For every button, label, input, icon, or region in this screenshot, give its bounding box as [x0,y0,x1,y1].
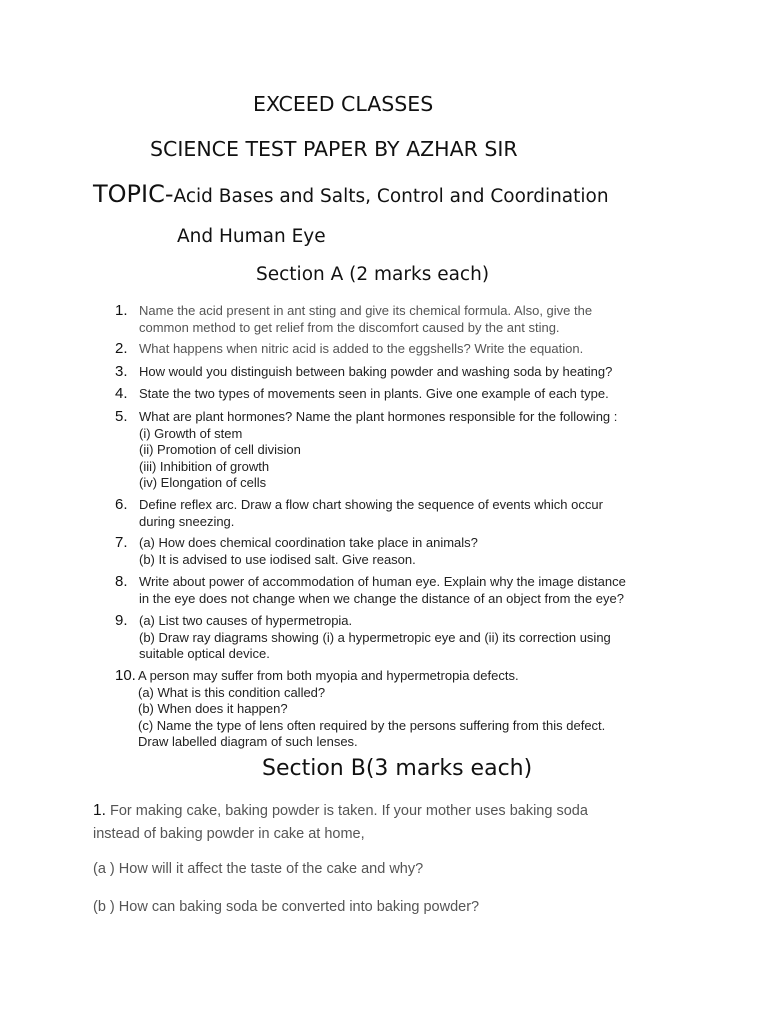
question-number: 10. [115,667,136,684]
topic-prefix: TOPIC- [93,180,174,208]
question-text: What happens when nitric acid is added to the eggshells? Write the equation. [139,341,584,356]
question-text: suitable optical device. [139,646,270,662]
question-text: State the two types of movements seen in plants. Give one example of each type. [139,386,609,401]
question-text: Draw labelled diagram of such lenses. [138,734,358,750]
section-a-title: Section A (2 marks each) [256,264,490,285]
question-7 [115,535,478,568]
question-8 [115,574,626,607]
question-text: How would you distinguish between baking powder and washing soda by heating? [139,364,613,379]
section-b-part-a: (a ) How will it affect the taste of the cake and why? [93,861,424,877]
question-number: 1. [93,802,106,819]
question-text: instead of baking powder in cake at home, [93,826,365,842]
question-number: 8. [115,573,128,590]
question-1 [115,303,592,336]
question-3 [115,364,612,381]
question-number: 7. [115,534,128,551]
institute-title: EXCEED CLASSES [253,92,434,116]
question-9 [115,613,611,663]
section-b-question-1 [93,799,588,846]
question-text: (a) How does chemical coordination take place in animals? [139,535,478,550]
question-text: (b) It is advised to use iodised salt. Give reason. [139,551,416,567]
question-text: (i) Growth of stem [139,425,243,441]
question-text: (iv) Elongation of cells [139,475,267,491]
section-b-part-b: (b ) How can baking soda be converted into baking powder? [93,899,480,915]
question-text: (ii) Promotion of cell division [139,442,301,458]
question-number: 1. [115,302,128,319]
question-10 [115,668,605,751]
topic-continuation: And Human Eye [177,226,326,247]
question-text: (a) What is this condition called? [138,684,326,700]
question-text: Name the acid present in ant sting and give its chemical formula. Also, give the [139,303,593,318]
question-text: Define reflex arc. Draw a flow chart showing the sequence of events which occur [139,497,603,512]
topic-line [93,180,609,208]
question-text: (b) Draw ray diagrams showing (i) a hypermetropic eye and (ii) its correction using [139,629,611,645]
section-b-title: Section B(3 marks each) [262,756,533,781]
question-number: 2. [115,340,128,357]
question-5 [115,409,617,492]
question-text: (c) Name the type of lens often required by the persons suffering from this defect. [138,717,606,733]
question-text: (b) When does it happen? [138,701,288,717]
question-text: during sneezing. [139,513,235,529]
question-number: 3. [115,363,128,380]
topic-text: Acid Bases and Salts, Control and Coordination [173,186,609,207]
question-number: 5. [115,408,128,425]
question-2 [115,341,583,358]
paper-title: SCIENCE TEST PAPER BY AZHAR SIR [150,137,518,161]
question-text: (a) List two causes of hypermetropia. [139,613,353,628]
question-number: 6. [115,496,128,513]
question-4 [115,386,609,403]
question-text: A person may suffer from both myopia and hypermetropia defects. [138,668,519,683]
question-text: (iii) Inhibition of growth [139,458,270,474]
question-text: common method to get relief from the discomfort caused by the ant sting. [139,319,560,335]
question-text: What are plant hormones? Name the plant hormones responsible for the following : [139,409,618,424]
question-number: 9. [115,612,128,629]
question-6 [115,497,603,530]
question-text: For making cake, baking powder is taken. If your mother uses baking soda [105,803,588,819]
question-text: Write about power of accommodation of human eye. Explain why the image distance [139,574,626,589]
question-text: in the eye does not change when we change the distance of an object from the eye? [139,590,624,606]
question-number: 4. [115,385,128,402]
